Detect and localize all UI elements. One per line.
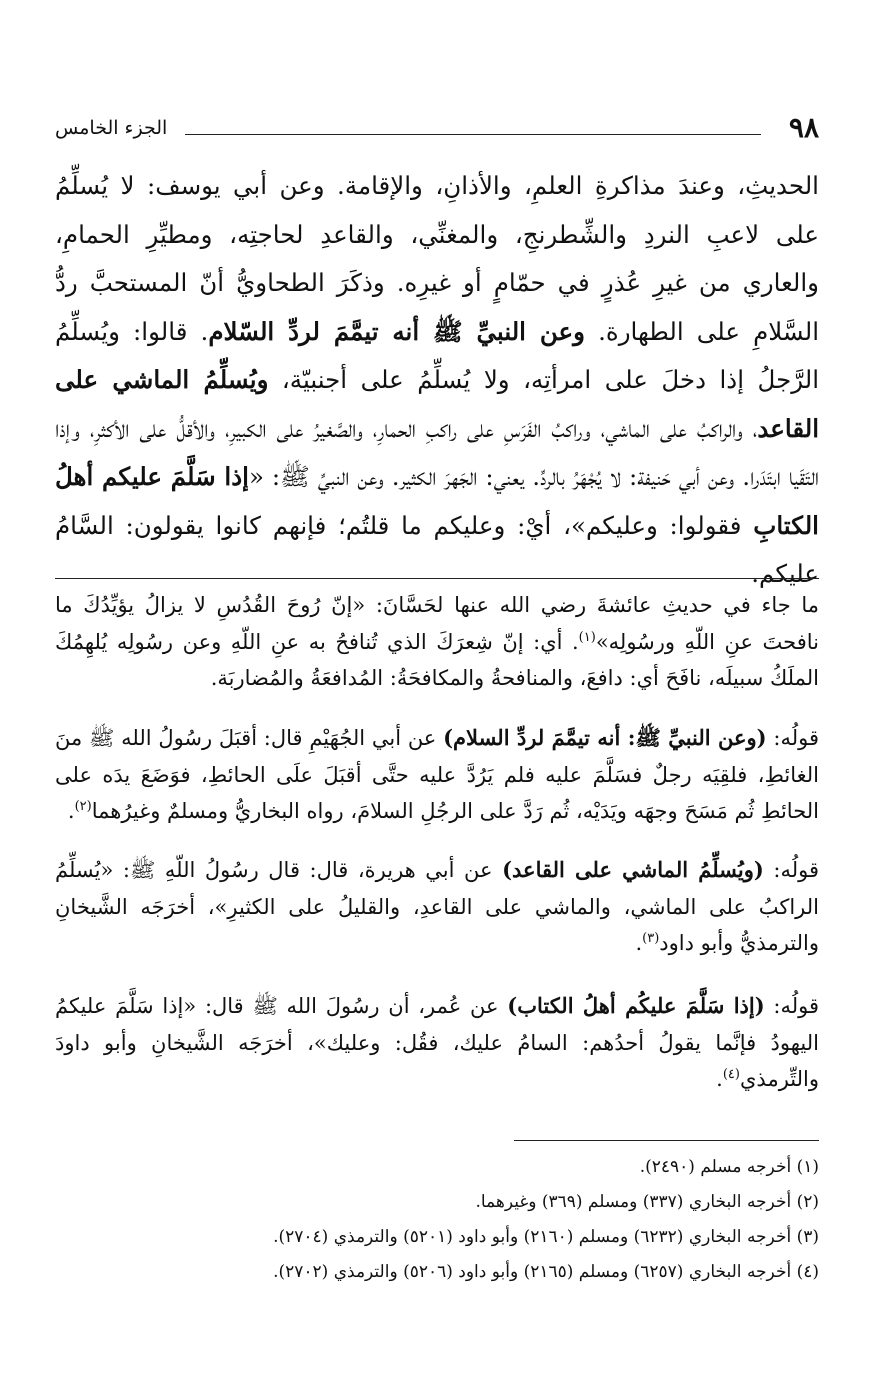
main-text <box>55 162 819 599</box>
commentary-quoted-phrase: (ويُسلِّمُ الماشي على القاعد) <box>502 857 764 882</box>
commentary-lead: قولُه: <box>763 858 819 882</box>
commentary-text: . أي: إنّ شِعرَكَ الذي تُنافحُ به عنِ اللّهِ وعن رسُولِه يُلهِمُكَ الملَكُ سبيلَه، نافَحَ أي: دافعَ، والمنافحةُ والمكافحَةُ: المُدافعَةُ والمُضاربَة. <box>55 629 819 690</box>
commentary-text: عن أبي الجُهَيْمِ قال: أقبَلَ رسُولُ الله ﷺ منَ الغائطِ، فلقِيَه رجلٌ فسَلَّمَ عليه فلم يَرُدَّ عليه حتَّى أقبَلَ علَى الحائطِ، فوَضَعَ يدَه على الحائطِ ثُم مَسَحَ وجهَه ويَدَيْه، ثُم رَدَّ على الرجُلِ السلامَ، رواه البخاريُّ ومسلمٌ وغيرُهما <box>55 726 819 823</box>
footnotes <box>200 1150 819 1290</box>
commentary-text: عن أبي هريرة، قال: قال رسُولُ اللّهِ ﷺ: «يُسلِّمُ الراكبُ على الماشي، والماشي على القاعدِ، والقليلُ على الكثيرِ»، أخرَجَه الشَّيخانِ والترمذيُّ وأبو داود <box>55 858 819 955</box>
footnote-ref: (٢) <box>74 799 92 814</box>
commentary-text: عن عُمر، أن رسُولَ الله ﷺ قال: «إذا سَلَّمَ عليكمُ اليهودُ فإنَّما يقولُ أحدُهم: السامُ عليك، فقُل: وعليك»، أخرَجَه الشَّيخانِ وأبو داودَ والتِّرمذي <box>55 994 819 1091</box>
footnote-item: (١) أخرجه مسلم (٢٤٩٠). <box>639 1157 819 1177</box>
commentary-text: ما جاء في حديثِ عائشةَ رضي الله عنها لحَسَّانَ: «إنّ رُوحَ القُدُسِ لا يزالُ يؤيِّدُكَ ما نافحتَ عنِ اللّهِ ورسُولِه» <box>55 593 819 654</box>
main-text-segment: الحديثِ، وعندَ مذاكرةِ العلمِ، والأذانِ، والإقامة. وعن أبي يوسف: لا يُسلِّمُ على لاعبِ النردِ والشِّطرنجِ، والمغنِّي، والقاعدِ لحاجتِه، ومطيِّرِ الحمامِ، والعاري من غيرِ عُذرٍ في حمّامٍ أو غيرِه. وذكَرَ الطحاويُّ أنّ المستحبَّ ردُّ السَّلامِ على الطهارة. <box>55 171 819 346</box>
main-bold-phrase: وعن النبيِّ ﷺ أنه تيمَّمَ لردِّ السّلام <box>208 316 585 346</box>
commentary-quoted-phrase: (إذا سَلَّمَ عليكُم أهلُ الكتاب) <box>507 993 765 1018</box>
footnote-ref: (٣) <box>642 931 660 946</box>
footnote-ref: (١) <box>578 629 596 645</box>
footnote-item: (٣) أخرجه البخاري (٦٢٣٢) ومسلم (٢١٦٠) وأبو داود (٥٢٠١) والترمذي (٢٧٠٤). <box>273 1227 819 1247</box>
commentary-lead: قولُه: <box>764 994 820 1018</box>
commentary-lead: قولُه: <box>766 726 820 750</box>
main-bold-phrase: إذا سَلَّمَ عليكم أهلُ الكتابِ <box>55 462 819 540</box>
footnote-item: (٢) أخرجه البخاري (٣٣٧) ومسلم (٣٦٩) وغيرهما. <box>475 1192 819 1212</box>
commentary-separator <box>55 578 819 579</box>
commentary-paragraph: قولُه: (وعن النبيِّ ﷺ: أنه تيمَّمَ لردِّ السلام) عن أبي الجُهَيْمِ قال: أقبَلَ رسُولُ الله ﷺ منَ الغائطِ، فلقِيَه رجلٌ فسَلَّمَ عليه فلم يَرُدَّ عليه حتَّى أقبَلَ علَى الحائطِ، فوَضَعَ يدَه على الحائطِ ثُم مَسَحَ وجهَه ويَدَيْه، ثُم رَدَّ على الرجُلِ السلامَ، رواه البخاريُّ ومسلمٌ وغيرُهما$^{(٢)}$. <box>55 725 820 823</box>
running-title: الجزء الخامس <box>55 117 168 139</box>
footnote-rule <box>514 1140 819 1141</box>
commentary-quoted-phrase: (وعن النبيِّ ﷺ: أنه تيمَّمَ لردِّ السلام) <box>443 725 767 750</box>
main-text-segment: فقولوا: وعليكم»، أيْ: وعليكم ما قلتُم؛ فإنهم كانوا يقولون: السَّامُ عليكم. <box>55 510 819 588</box>
footnote-item: (٤) أخرجه البخاري (٦٢٥٧) ومسلم (٢١٦٥) وأبو داود (٥٢٠٦) والترمذي (٢٧٠٢). <box>273 1262 819 1282</box>
running-header <box>55 108 819 148</box>
header-rule <box>185 134 761 135</box>
page-number: ٩٨ <box>788 111 819 144</box>
main-text-segment: ، والراكبُ على الماشي، وراكبُ الفَرَسِ على راكبِ الحمارِ، والصَّغيرُ على الكبيرِ، والأقلُّ على الأكثرِ، وإذا التَقَيا ابتَدَرا. وعن أبي حَنيفة: لا يُجْهَرُ بالردِّ. يعني: الجَهرَ الكثير. وعن النبيِّ ﷺ: « <box>55 413 819 491</box>
footnote-ref: (٤) <box>722 1067 740 1082</box>
main-text-segment: . قالوا: ويُسلِّمُ الرَّجلُ إذا دخلَ على امرأتِه، ولا يُسلِّمُ على أجنبيّة، <box>55 316 819 394</box>
main-bold-phrase: ويُسلِّمُ الماشي على القاعد <box>55 365 819 443</box>
commentary-paragraph <box>55 587 819 697</box>
commentary-paragraph: قولُه: (ويُسلِّمُ الماشي على القاعد) عن أبي هريرة، قال: قال رسُولُ اللّهِ ﷺ: «يُسلِّمُ الراكبُ على الماشي، والماشي على القاعدِ، والقليلُ على الكثيرِ»، أخرَجَه الشَّيخانِ والترمذيُّ وأبو داود$^{(٣)}$. <box>55 857 819 955</box>
commentary-paragraph: قولُه: (إذا سَلَّمَ عليكُم أهلُ الكتاب) عن عُمر، أن رسُولَ الله ﷺ قال: «إذا سَلَّمَ عليكمُ اليهودُ فإنَّما يقولُ أحدُهم: السامُ عليك، فقُل: وعليك»، أخرَجَه الشَّيخانِ وأبو داودَ والتِّرمذي$^{(٤)}$. <box>55 993 820 1091</box>
